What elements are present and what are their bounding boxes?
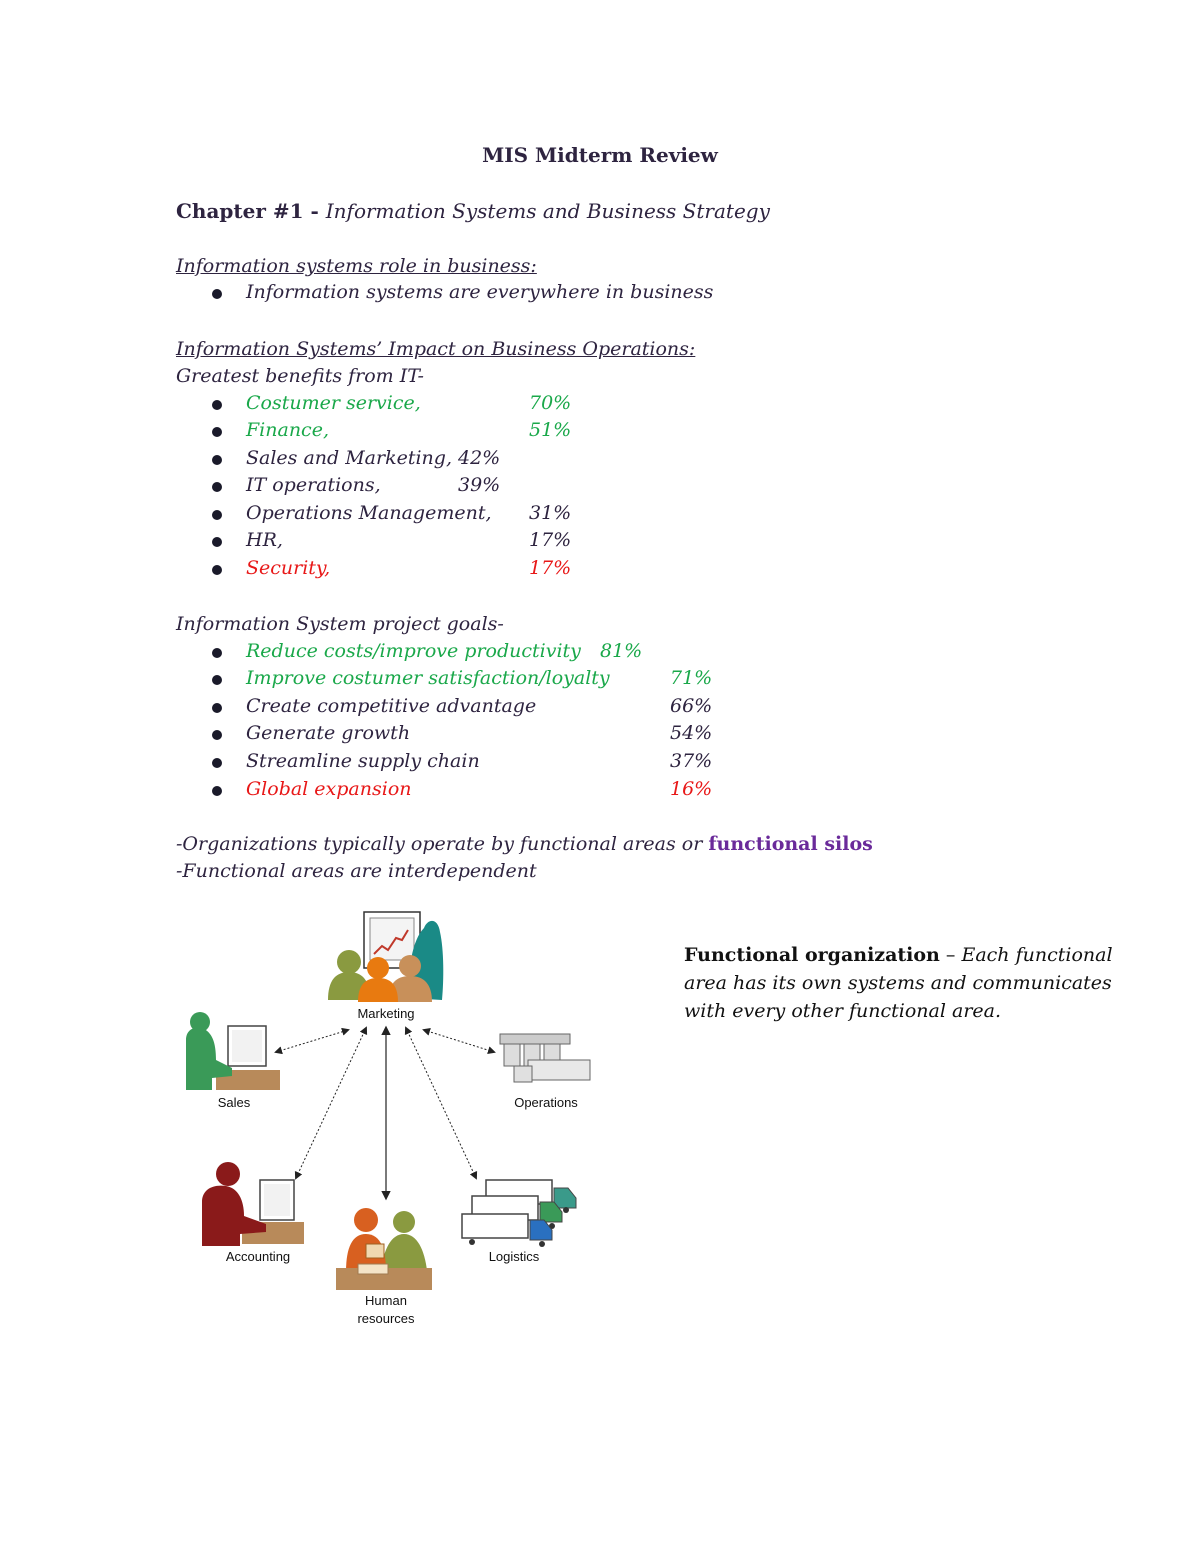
goal-label: Create competitive advantage (246, 695, 537, 717)
goal-value: 16% (670, 778, 713, 800)
goal-value: 54% (670, 722, 713, 744)
goal-label: Global expansion (246, 778, 412, 800)
sales-label: Sales (217, 1095, 251, 1110)
benefit-value: 42% (458, 447, 501, 469)
chapter-title: Information Systems and Business Strategy (325, 199, 770, 223)
operations-figure (500, 1034, 590, 1082)
benefit-label: Finance, (246, 419, 329, 441)
bullet-marker (212, 455, 222, 465)
bullet-marker (212, 289, 222, 299)
benefit-label: Security, (246, 557, 331, 579)
note-definition: Each functional area has its own systems and communicates with every other functional area. (684, 944, 1113, 1022)
document-title: MIS Midterm Review (482, 143, 718, 167)
bullet-marker (212, 537, 222, 547)
benefit-label: Sales and Marketing, (246, 447, 452, 469)
human-resources-figure (336, 1208, 432, 1290)
benefit-label: IT operations, (246, 474, 381, 496)
statement-interdependent: -Functional areas are interdependent (176, 860, 537, 882)
subheading-benefits: Greatest benefits from IT- (176, 365, 424, 387)
goal-label: Improve costumer satisfaction/loyalty (246, 667, 610, 689)
section-heading-role: Information systems role in business: (176, 255, 537, 277)
connector-logistics (406, 1028, 476, 1178)
benefit-value: 51% (529, 419, 572, 441)
note-term: Functional organization (684, 944, 940, 966)
functional-silos-term: functional silos (708, 833, 873, 855)
bullet-marker (212, 427, 222, 437)
logistics-label: Logistics (488, 1249, 540, 1264)
benefit-value: 17% (529, 529, 572, 551)
marketing-label: Marketing (357, 1006, 415, 1021)
section-heading-goals: Information System project goals- (176, 613, 504, 635)
benefit-value: 39% (458, 474, 501, 496)
marketing-figure (328, 912, 443, 1002)
benefit-label: Costumer service, (246, 392, 421, 414)
benefit-label: HR, (246, 529, 283, 551)
note-dash: – (939, 944, 962, 966)
goal-value: 71% (670, 667, 713, 689)
diagram-connectors (276, 1028, 494, 1178)
diagram-svg (176, 910, 600, 1330)
bullet-marker (212, 400, 222, 410)
statement-silos-text: -Organizations typically operate by functional areas or (176, 833, 709, 855)
connector-operations (424, 1030, 494, 1052)
chapter-number: Chapter #1 - (176, 199, 326, 223)
bullet-marker (212, 510, 222, 520)
goal-label: Generate growth (246, 722, 411, 744)
benefit-value: 17% (529, 557, 572, 579)
bullet-marker (212, 758, 222, 768)
goal-value: 81% (600, 640, 643, 662)
bullet-marker (212, 703, 222, 713)
accounting-label: Accounting (225, 1249, 291, 1264)
bullet-text: Information systems are everywhere in business (246, 281, 714, 303)
bullet-marker (212, 675, 222, 685)
bullet-marker (212, 730, 222, 740)
goal-label: Streamline supply chain (246, 750, 480, 772)
bullet-marker (212, 648, 222, 658)
functional-organization-note (684, 941, 1114, 1025)
connector-accounting (296, 1028, 366, 1178)
bullet-marker (212, 786, 222, 796)
section-heading-impact: Information Systems’ Impact on Business Operations: (176, 338, 696, 360)
statement-silos (176, 833, 873, 855)
hr-label-line1: Human (365, 1293, 407, 1308)
goal-value: 66% (670, 695, 713, 717)
benefit-value: 31% (529, 502, 572, 524)
bullet-marker (212, 565, 222, 575)
bullet-marker (212, 482, 222, 492)
logistics-figure (462, 1180, 576, 1247)
goal-value: 37% (670, 750, 713, 772)
chapter-heading (176, 199, 770, 223)
connector-sales (276, 1030, 348, 1052)
functional-organization-diagram (176, 910, 600, 1330)
hr-label-line2: resources (357, 1311, 415, 1326)
benefit-value: 70% (529, 392, 572, 414)
benefit-label: Operations Management, (246, 502, 492, 524)
sales-figure (186, 1012, 280, 1090)
accounting-figure (202, 1162, 304, 1246)
goal-label: Reduce costs/improve productivity (246, 640, 581, 662)
operations-label: Operations (514, 1095, 578, 1110)
